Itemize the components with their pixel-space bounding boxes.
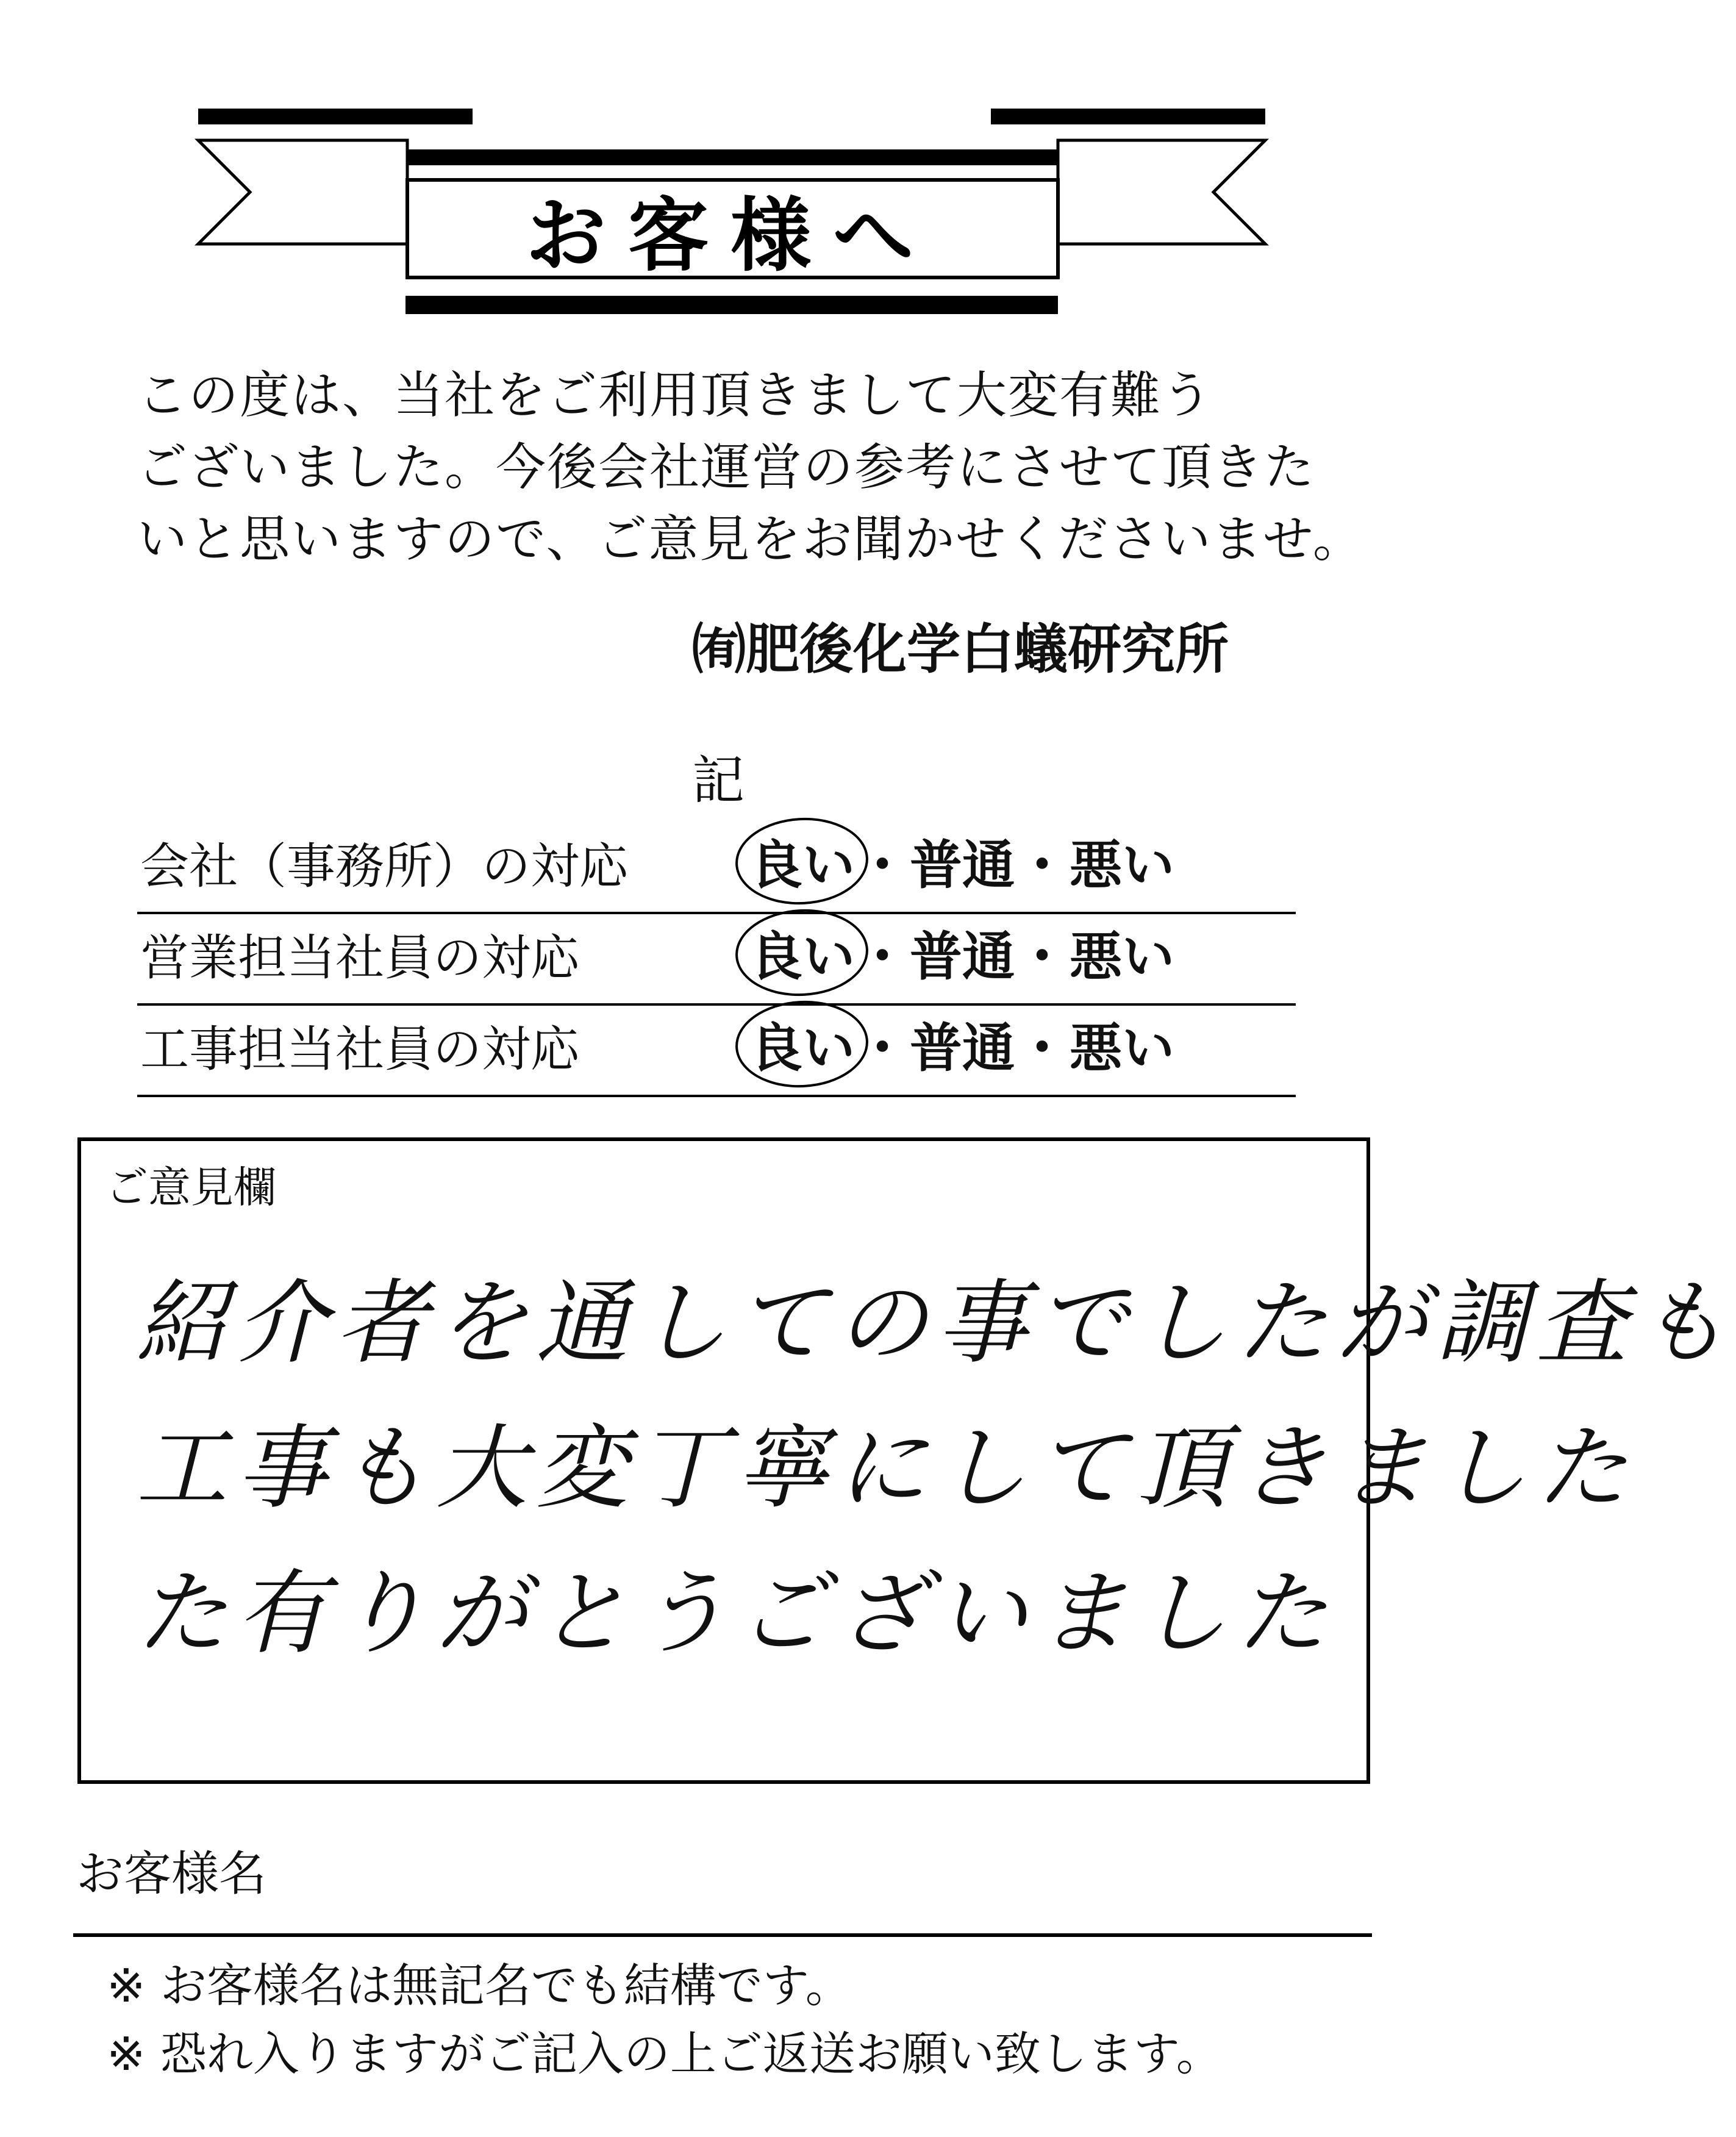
rating-option-normal[interactable]: 普通 — [910, 926, 1015, 987]
rating-row-sales — [137, 912, 1296, 1006]
handwritten-line: 紹介者を通しての事でしたが調査も — [136, 1270, 1736, 1376]
rating-option-good[interactable]: 良い — [750, 914, 855, 990]
opinion-box[interactable] — [77, 1137, 1736, 1784]
page-title: お客様へ — [526, 188, 935, 283]
notes — [107, 1952, 1223, 2088]
ki-heading: 記 — [692, 750, 745, 811]
note-line: ※ お客様名は無記名でも結構です。 — [107, 1958, 852, 2013]
banner-bar-top-center — [405, 149, 1058, 165]
handwritten-line: 工事も大変丁寧にして頂きました — [136, 1416, 1637, 1522]
rating-option-good[interactable]: 良い — [750, 823, 855, 898]
intro-paragraph — [137, 360, 1364, 576]
banner-ribbon-left — [198, 140, 407, 244]
banner-bar-top-right — [991, 109, 1265, 124]
rating-row-office — [137, 820, 1296, 914]
rating-option-good[interactable]: 良い — [750, 1006, 855, 1081]
rating-option-normal[interactable]: 普通 — [910, 1018, 1015, 1079]
rating-option-bad[interactable]: 悪い — [1070, 835, 1174, 896]
customer-name-line[interactable] — [73, 1933, 1372, 1937]
rating-row-construction — [137, 1003, 1296, 1097]
intro-line: いと思いますので、ご意見をお聞かせくださいませ。 — [137, 510, 1364, 568]
handwritten-line: た有りがとうございました — [136, 1561, 1337, 1667]
banner-ribbon-right — [1058, 140, 1265, 244]
rating-separator: ・ — [856, 926, 909, 987]
intro-line: ございました。今後会社運営の参考にさせて頂きた — [137, 438, 1316, 496]
rating-option-bad[interactable]: 悪い — [1070, 926, 1174, 987]
handwritten-comment — [136, 1251, 1736, 1686]
customer-name-label: お客様名 — [76, 1847, 267, 1902]
banner-bar-bottom — [405, 296, 1058, 314]
rating-separator: ・ — [856, 1018, 909, 1079]
rating-option-bad[interactable]: 悪い — [1070, 1018, 1174, 1079]
company-name: ㈲肥後化学白蟻研究所 — [692, 618, 1229, 681]
intro-line: この度は、当社をご利用頂きまして大変有難う — [137, 367, 1213, 424]
rating-options — [750, 823, 1174, 898]
rating-options — [750, 914, 1174, 990]
rating-separator: ・ — [856, 835, 909, 896]
rating-label: 工事担当社員の対応 — [140, 1021, 579, 1078]
rating-separator: ・ — [1016, 835, 1068, 896]
rating-separator: ・ — [1016, 926, 1068, 987]
opinion-label: ご意見欄 — [105, 1162, 276, 1212]
rating-separator: ・ — [1016, 1018, 1068, 1079]
rating-options — [750, 1006, 1174, 1081]
banner-bar-top-left — [198, 109, 473, 124]
rating-option-normal[interactable]: 普通 — [910, 835, 1015, 896]
rating-label: 会社（事務所）の対応 — [140, 838, 628, 895]
rating-label: 営業担当社員の対応 — [140, 929, 579, 986]
note-line: ※ 恐れ入りますがご記入の上ご返送お願い致します。 — [107, 2027, 1223, 2081]
